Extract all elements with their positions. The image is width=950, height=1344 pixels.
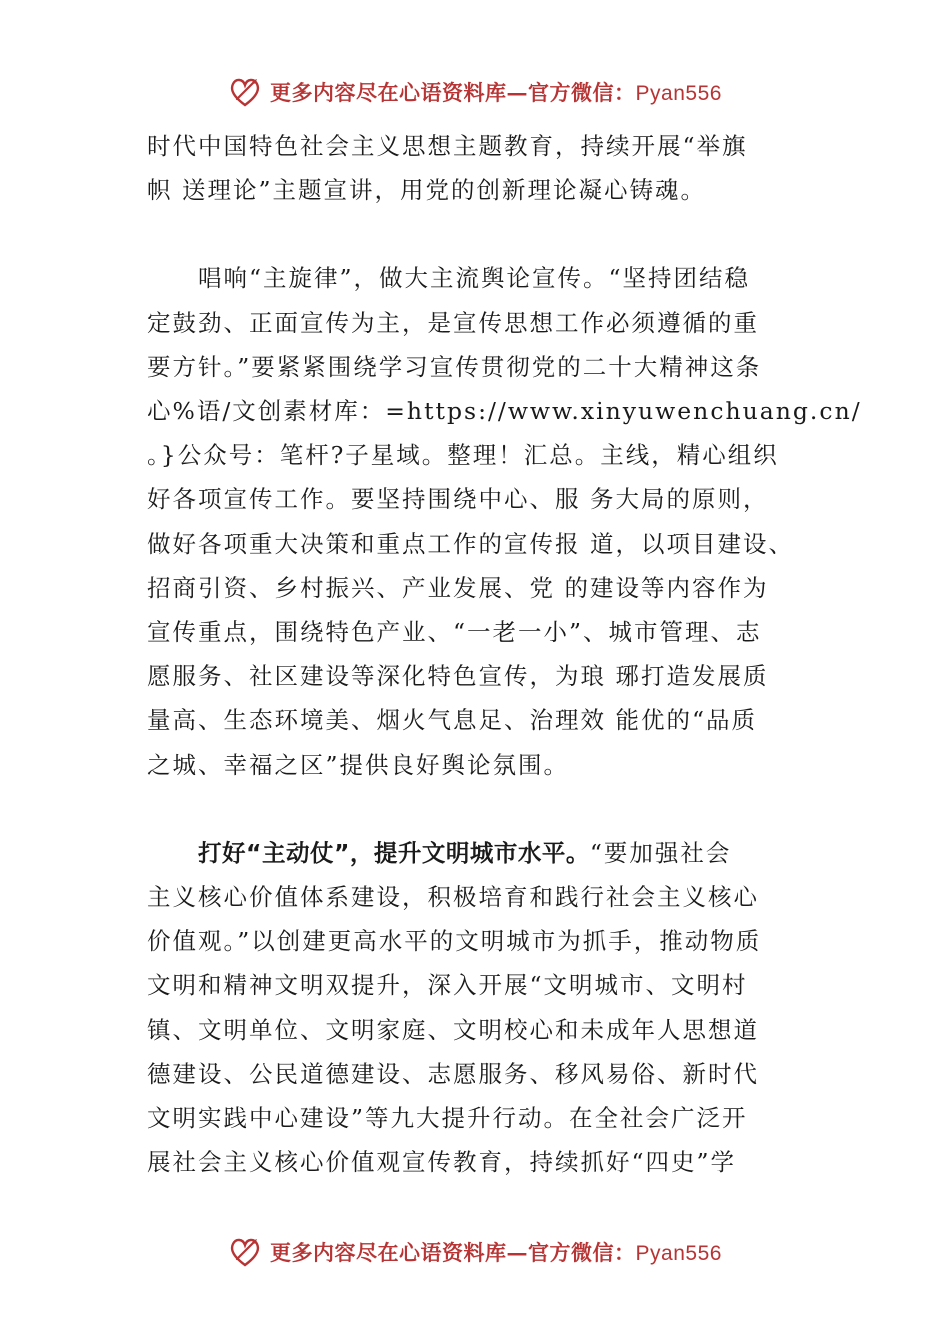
text-line: 文明和精神文明双提升，深入开展“文明城市、文明村: [147, 971, 748, 1000]
paragraph-heading: 打好“主动仗”，提升文明城市水平。: [198, 838, 590, 867]
text-line: [147, 831, 832, 875]
banner-text: [270, 77, 722, 107]
document-body: [147, 124, 862, 1184]
text-line: 要方针。”要紧紧围绕学习宣传贯彻党的二十大精神这条: [147, 352, 762, 381]
text-line: 定鼓劲、正面宣传为主，是宣传思想工作必须遵循的重: [147, 308, 759, 337]
text-line: 心%语/文创素材库：=https://www.xinyuwenchuang.cn/: [147, 397, 862, 426]
banner-main-text: 更多内容尽在心语资料库—官方微信：: [270, 80, 636, 105]
banner-main-text: 更多内容尽在心语资料库—官方微信：: [270, 1240, 636, 1265]
text-line: 做好各项重大决策和重点工作的宣传报 道，以项目建设、: [147, 529, 794, 558]
text-line: 德建设、公民道德建设、志愿服务、移风易俗、新时代: [147, 1059, 759, 1088]
text-line: 展社会主义核心价值观宣传教育，持续抓好“四史”学: [147, 1148, 737, 1177]
text-line: 。}公众号：笔杆?子星域。整理！汇总。主线，精心组织: [147, 441, 779, 470]
text-line: 时代中国特色社会主义思想主题教育，持续开展“举旗: [147, 132, 748, 160]
text-line: 之城、幸福之区”提供良好舆论氛围。: [147, 750, 570, 779]
wechat-id: Pyan556: [635, 1242, 722, 1265]
text-line: 宣传重点，围绕特色产业、“一老一小”、城市管理、志: [147, 618, 762, 647]
wechat-id: Pyan556: [635, 82, 722, 105]
heart-pen-logo-icon: [228, 75, 262, 109]
heart-pen-logo-icon: [228, 1235, 262, 1269]
text-line: 镇、文明单位、文明家庭、文明校心和未成年人思想道: [147, 1015, 759, 1044]
paragraph-3: [147, 831, 832, 1185]
banner-text: [270, 1237, 722, 1267]
paragraph-2: [147, 256, 862, 786]
header-banner: [0, 70, 950, 114]
text-line: 量高、生态环境美、烟火气息足、治理效 能优的“品质: [147, 706, 757, 735]
text-line: 文明实践中心建设”等九大提升行动。在全社会广泛开: [147, 1104, 748, 1133]
footer-banner: [0, 1230, 950, 1274]
text-line: 招商引资、乡村振兴、产业发展、党 的建设等内容作为: [147, 573, 769, 602]
text-line: 愿服务、社区建设等深化特色宣传，为琅 琊打造发展质: [147, 662, 769, 691]
text-line: 帜 送理论”主题宣讲，用党的创新理论凝心铸魂。: [147, 176, 706, 205]
text-line: 价值观。”以创建更高水平的文明城市为抓手，推动物质: [147, 927, 762, 956]
text-line: 好各项宣传工作。要坚持围绕中心、服 务大局的原则，: [147, 485, 769, 514]
first-line-rest: “要加强社会: [589, 838, 732, 867]
text-line: 唱响“主旋律”，做大主流舆论宣传。“坚持团结稳: [147, 264, 751, 293]
paragraph-1: [147, 124, 832, 212]
text-line: 主义核心价值体系建设，积极培育和践行社会主义核心: [147, 883, 759, 912]
